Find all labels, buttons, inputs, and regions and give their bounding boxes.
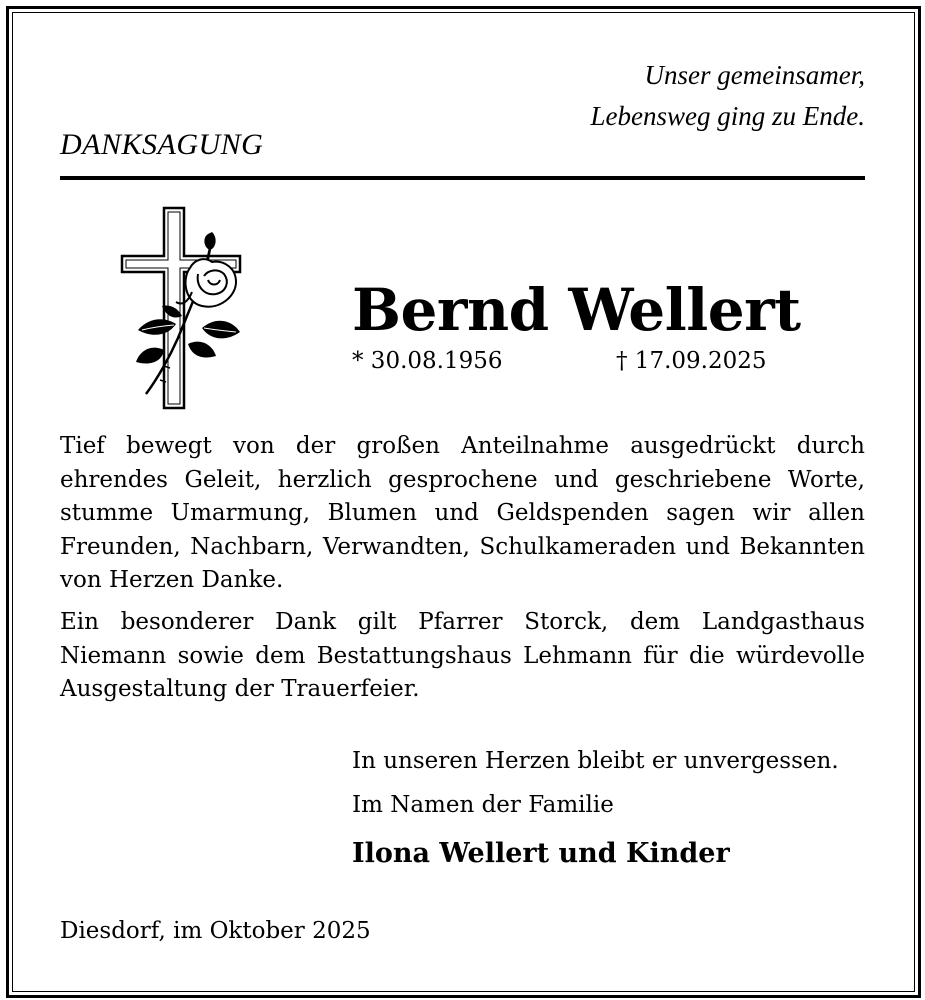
deceased-name: Bernd Wellert — [352, 276, 801, 344]
thanks-paragraph: Tief bewegt von der großen Anteilnahme ausgedrückt durch ehrendes Geleit, herzlich gesprochene und geschriebene Worte, stumme Umarmung, Blumen und Geldspenden sagen wir allen Freunden, Nachbarn, Verwandten, Schulkameraden und Bekannten von Herzen Danke. — [60, 433, 865, 593]
death-date: † 17.09.2025 — [616, 348, 767, 374]
closing-line: In unseren Herzen bleibt er unvergessen. — [352, 748, 839, 774]
divider-rule — [60, 176, 865, 180]
motto — [591, 55, 865, 137]
place-date: Diesdorf, im Oktober 2025 — [60, 918, 371, 944]
motto-line-2: Lebensweg ging zu Ende. — [590, 101, 865, 131]
cross-with-rose-icon — [112, 198, 252, 418]
signature: Ilona Wellert und Kinder — [352, 838, 730, 869]
birth-date: * 30.08.1956 — [352, 348, 503, 374]
motto-line-1: Unser gemeinsamer, — [644, 60, 865, 90]
special-thanks-paragraph: Ein besonderer Dank gilt Pfarrer Storck, dem Landgasthaus Niemann sowie dem Bestattungshaus Lehmann für die würdevolle Ausgestaltung der Trauerfeier. — [60, 609, 865, 702]
life-dates — [352, 348, 767, 374]
family-line: Im Namen der Familie — [352, 792, 614, 818]
heading: DANKSAGUNG — [60, 128, 264, 161]
